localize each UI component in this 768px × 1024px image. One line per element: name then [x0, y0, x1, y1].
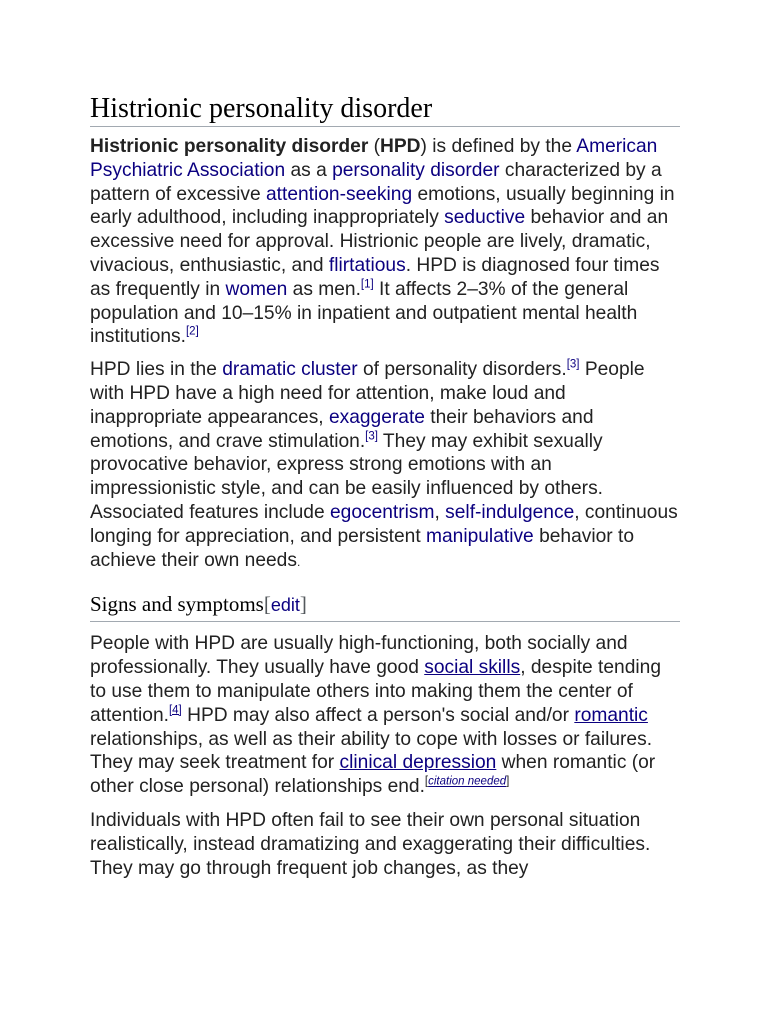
text-run: emotions, usually beginning in early adulthood, including inappropriately — [90, 183, 675, 229]
citation-needed-link[interactable]: citation needed — [428, 775, 507, 788]
text-run: characterized by a pattern of excessive — [90, 159, 662, 205]
page-title: Histrionic personality disorder — [90, 92, 680, 127]
reference-link-1[interactable]: [1] — [360, 278, 374, 291]
link-american-psychiatric-association[interactable]: American Psychiatric Association — [90, 136, 658, 181]
link-romantic[interactable]: romantic — [574, 704, 648, 726]
text-run: their behaviors and emotions, and crave stimulation. — [90, 406, 594, 452]
text-run: ) is defined by the — [420, 136, 577, 157]
text-run: HPD may also affect a person's social and/or — [181, 704, 575, 726]
link-seductive[interactable]: seductive — [444, 207, 526, 229]
text-run: It affects 2–3% of the general population and 10–15% in inpatient and outpatient mental health institutions. — [90, 278, 638, 348]
link-social-skills[interactable]: social skills — [424, 657, 521, 679]
reference-link-3[interactable]: [3] — [566, 358, 580, 371]
link-dramatic-cluster[interactable]: dramatic cluster — [222, 359, 358, 381]
section-heading-text: Signs and symptoms — [90, 592, 264, 617]
link-self-indulgence[interactable]: self-indulgence — [445, 501, 575, 523]
link-women[interactable]: women — [225, 278, 288, 300]
signs-paragraph-2: Individuals with HPD often fail to see their own personal situation realistically, instead dramatizing and exaggerating their difficulties. They may go through frequent job changes, as they — [90, 809, 651, 879]
text-run: People with HPD have a high need for attention, make loud and inappropriate appearances, — [90, 359, 645, 428]
signs-paragraph-1 — [90, 632, 680, 799]
link-manipulative[interactable]: manipulative — [426, 525, 534, 547]
text-run: , — [434, 501, 446, 523]
text-run: . HPD is diagnosed four times as frequently in — [90, 254, 660, 300]
reference-link-3-repeat[interactable]: [3] — [365, 430, 378, 443]
text-run: People with HPD are usually high-functioning, both socially and professionally. They usually have good — [90, 633, 628, 679]
intro-paragraph-1 — [90, 135, 680, 349]
reference-2 — [186, 326, 199, 338]
edit-bracket-open: [ — [263, 592, 271, 617]
link-attention-seeking[interactable]: attention-seeking — [265, 183, 413, 205]
reference-link-2[interactable]: [2] — [185, 325, 199, 338]
bold-abbreviation: HPD — [380, 136, 421, 157]
intro-paragraph-2 — [90, 358, 680, 574]
reference-link-4[interactable]: [4] — [168, 704, 182, 717]
text-run: HPD lies in the — [90, 359, 223, 381]
reference-3-repeat — [365, 430, 378, 442]
text-run: , continuous longing for appreciation, and persistent — [90, 501, 678, 547]
text-run: behavior to achieve their own needs — [90, 525, 635, 571]
link-clinical-depression[interactable]: clinical depression — [339, 752, 497, 774]
text-run: of personality disorders. — [357, 359, 567, 381]
text-run: as a — [285, 159, 333, 181]
text-run-period: . — [296, 554, 301, 569]
citation-bracket-close: ] — [506, 775, 510, 788]
text-run: as men. — [287, 278, 361, 300]
edit-bracket-close: ] — [299, 592, 307, 617]
text-run: ( — [368, 136, 381, 157]
text-run: They may exhibit sexually provocative behavior, express strong emotions with an impressionistic style, and can be easily influenced by others. Associated features include — [90, 430, 603, 523]
reference-4 — [169, 704, 182, 716]
text-run: when romantic (or other close personal) relationships end. — [90, 752, 656, 798]
citation-needed-tag — [425, 776, 509, 788]
edit-section-link[interactable]: edit — [270, 595, 300, 616]
reference-3 — [567, 359, 580, 371]
text-run: relationships, as well as their ability to cope with losses or failures. They may seek treatment for — [90, 728, 653, 774]
link-personality-disorder[interactable]: personality disorder — [332, 159, 500, 181]
link-egocentrism[interactable]: egocentrism — [329, 501, 435, 523]
link-flirtatious[interactable]: flirtatious — [328, 254, 406, 276]
text-run: behavior and an excessive need for approval. Histrionic people are lively, dramatic, vivacious, enthusiastic, and — [90, 207, 669, 276]
citation-bracket-open: [ — [424, 775, 429, 788]
reference-1 — [361, 278, 374, 290]
bold-article-name: Histrionic personality disorder — [90, 136, 369, 157]
article — [90, 92, 680, 880]
link-exaggerate[interactable]: exaggerate — [328, 406, 425, 428]
text-run: , despite tending to use them to manipulate others into making them the center of attention. — [90, 657, 662, 726]
section-heading-signs-and-symptoms — [90, 590, 680, 622]
